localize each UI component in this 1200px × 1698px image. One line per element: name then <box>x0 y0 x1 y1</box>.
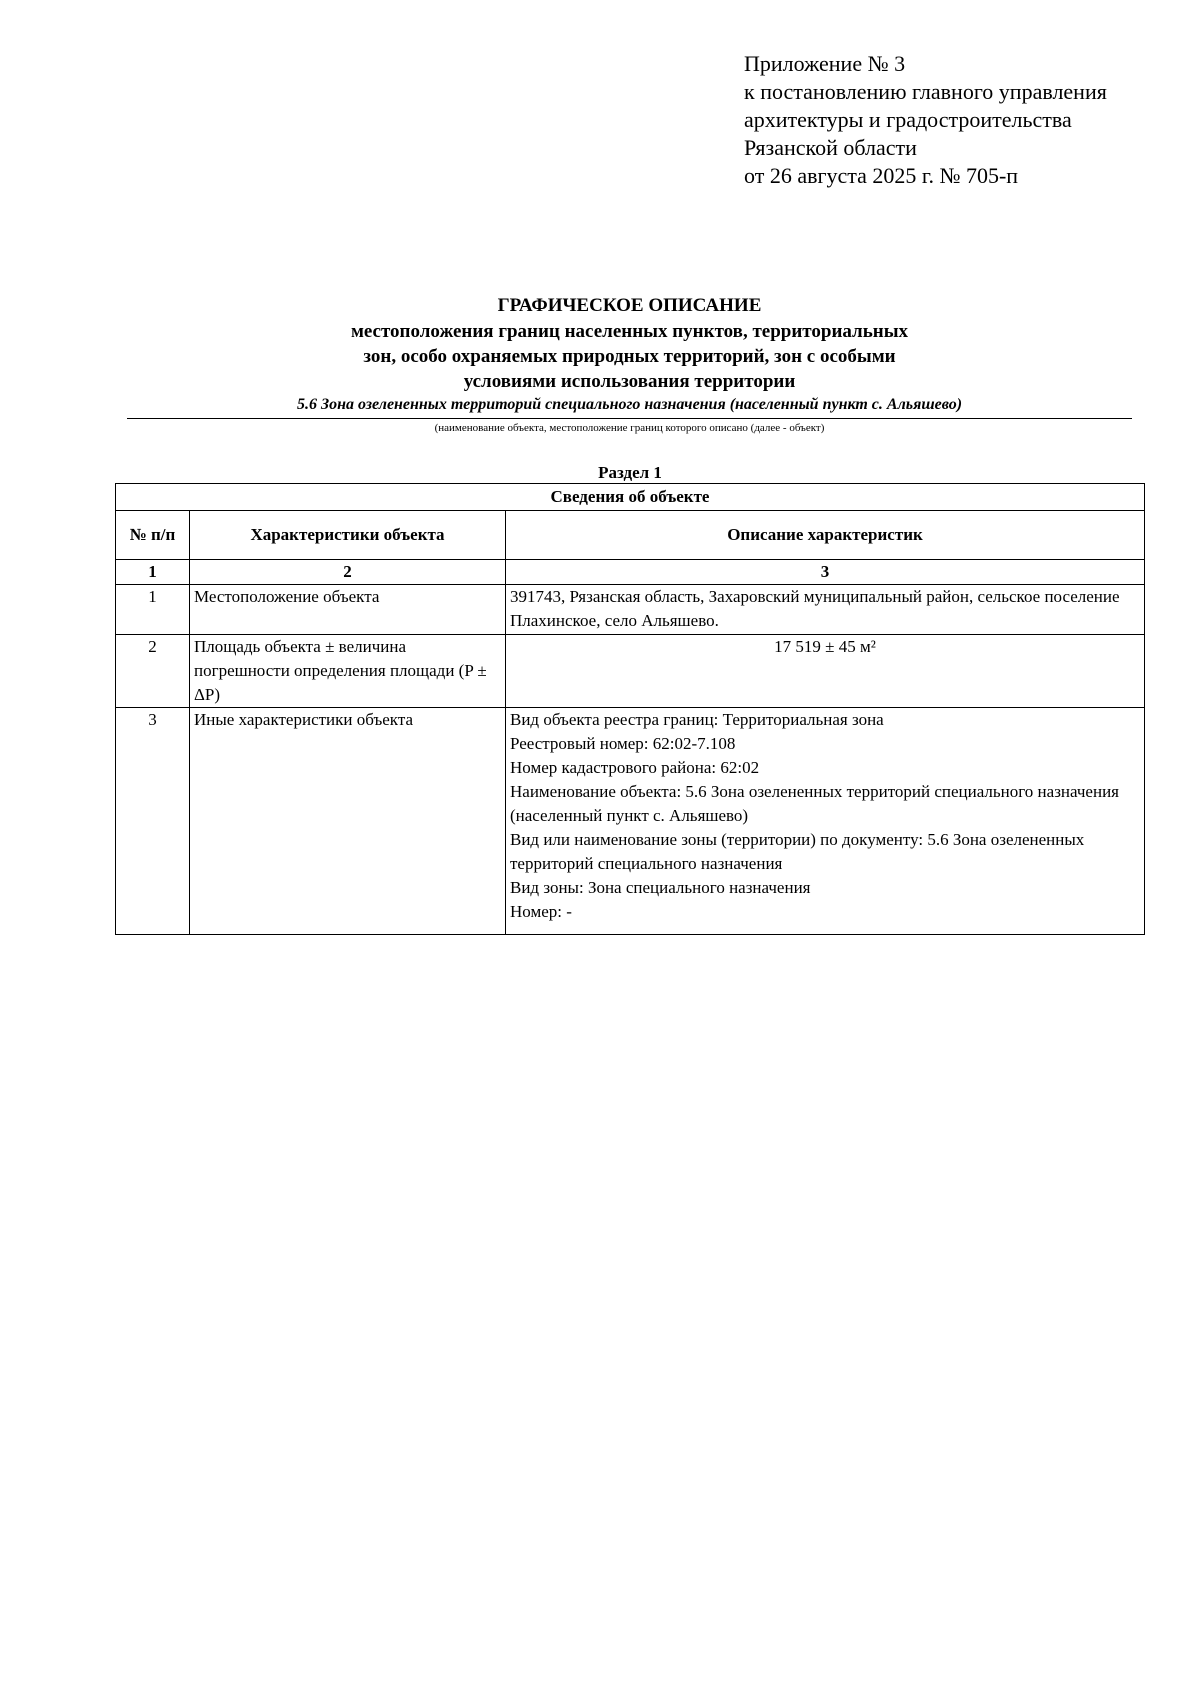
desc-line: Вид или наименование зоны (территории) по документу: 5.6 Зона озелененных территорий специального назначения <box>510 830 1085 873</box>
section-title: Раздел 1 <box>598 463 662 482</box>
document-subtitle-line-2: зон, особо охраняемых природных территорий, зон с особыми <box>363 346 896 367</box>
object-name-caption: (наименование объекта, местоположение границ которого описано (далее - объект) <box>434 422 825 434</box>
table-caption: Сведения об объекте <box>116 484 1145 511</box>
appendix-line-2: к постановлению главного управления <box>744 79 1107 104</box>
document-title-block <box>127 293 1132 436</box>
row-characteristic: Площадь объекта ± величина погрешности определения площади (P ± ΔP) <box>190 635 506 708</box>
row-characteristic: Иные характеристики объекта <box>190 708 506 935</box>
index-cell-3: 3 <box>506 560 1145 585</box>
row-number: 1 <box>116 585 190 635</box>
index-cell-1: 1 <box>116 560 190 585</box>
header-characteristics: Характеристики объекта <box>190 511 506 560</box>
row-description: 391743, Рязанская область, Захаровский муниципальный район, сельское поселение Плахинское, село Альяшево. <box>506 585 1145 635</box>
document-title: ГРАФИЧЕСКОЕ ОПИСАНИЕ <box>497 295 762 316</box>
row-description-clip <box>510 708 1140 934</box>
appendix-line-1: Приложение № 3 <box>744 51 906 76</box>
header-description: Описание характеристик <box>506 511 1145 560</box>
row-description: 17 519 ± 45 м² <box>506 635 1145 708</box>
desc-line: Номер кадастрового района: 62:02 <box>510 758 760 777</box>
object-name: 5.6 Зона озелененных территорий специального назначения (населенный пункт с. Альяшево) <box>127 394 1132 419</box>
row-number: 2 <box>116 635 190 708</box>
desc-line: Вид объекта реестра границ: Территориальная зона <box>510 710 884 729</box>
row-description <box>506 708 1145 935</box>
header-num: № п/п <box>116 511 190 560</box>
table-row <box>116 708 1145 935</box>
desc-line: Наименование объекта: 5.6 Зона озелененных территорий специального назначения (населенный пункт с. Альяшево) <box>510 782 1119 825</box>
row-characteristic: Местоположение объекта <box>190 585 506 635</box>
object-info-table <box>115 483 1145 935</box>
appendix-line-4: Рязанской области <box>744 135 917 160</box>
document-subtitle-line-1: местоположения границ населенных пунктов, территориальных <box>350 321 909 342</box>
row-number: 3 <box>116 708 190 935</box>
desc-line: Вид зоны: Зона специального назначения <box>510 878 811 897</box>
document-subtitle-line-3: условиями использования территории <box>463 371 796 392</box>
desc-line: Реестровый номер: 62:02-7.108 <box>510 734 736 753</box>
appendix-line-3: архитектуры и градостроительства <box>744 107 1072 132</box>
appendix-line-5: от 26 августа 2025 г. № 705-п <box>744 163 1019 188</box>
appendix-header <box>744 50 1184 190</box>
desc-line: Номер: - <box>510 902 572 921</box>
index-cell-2: 2 <box>190 560 506 585</box>
table-row <box>116 635 1145 708</box>
table-row <box>116 585 1145 635</box>
